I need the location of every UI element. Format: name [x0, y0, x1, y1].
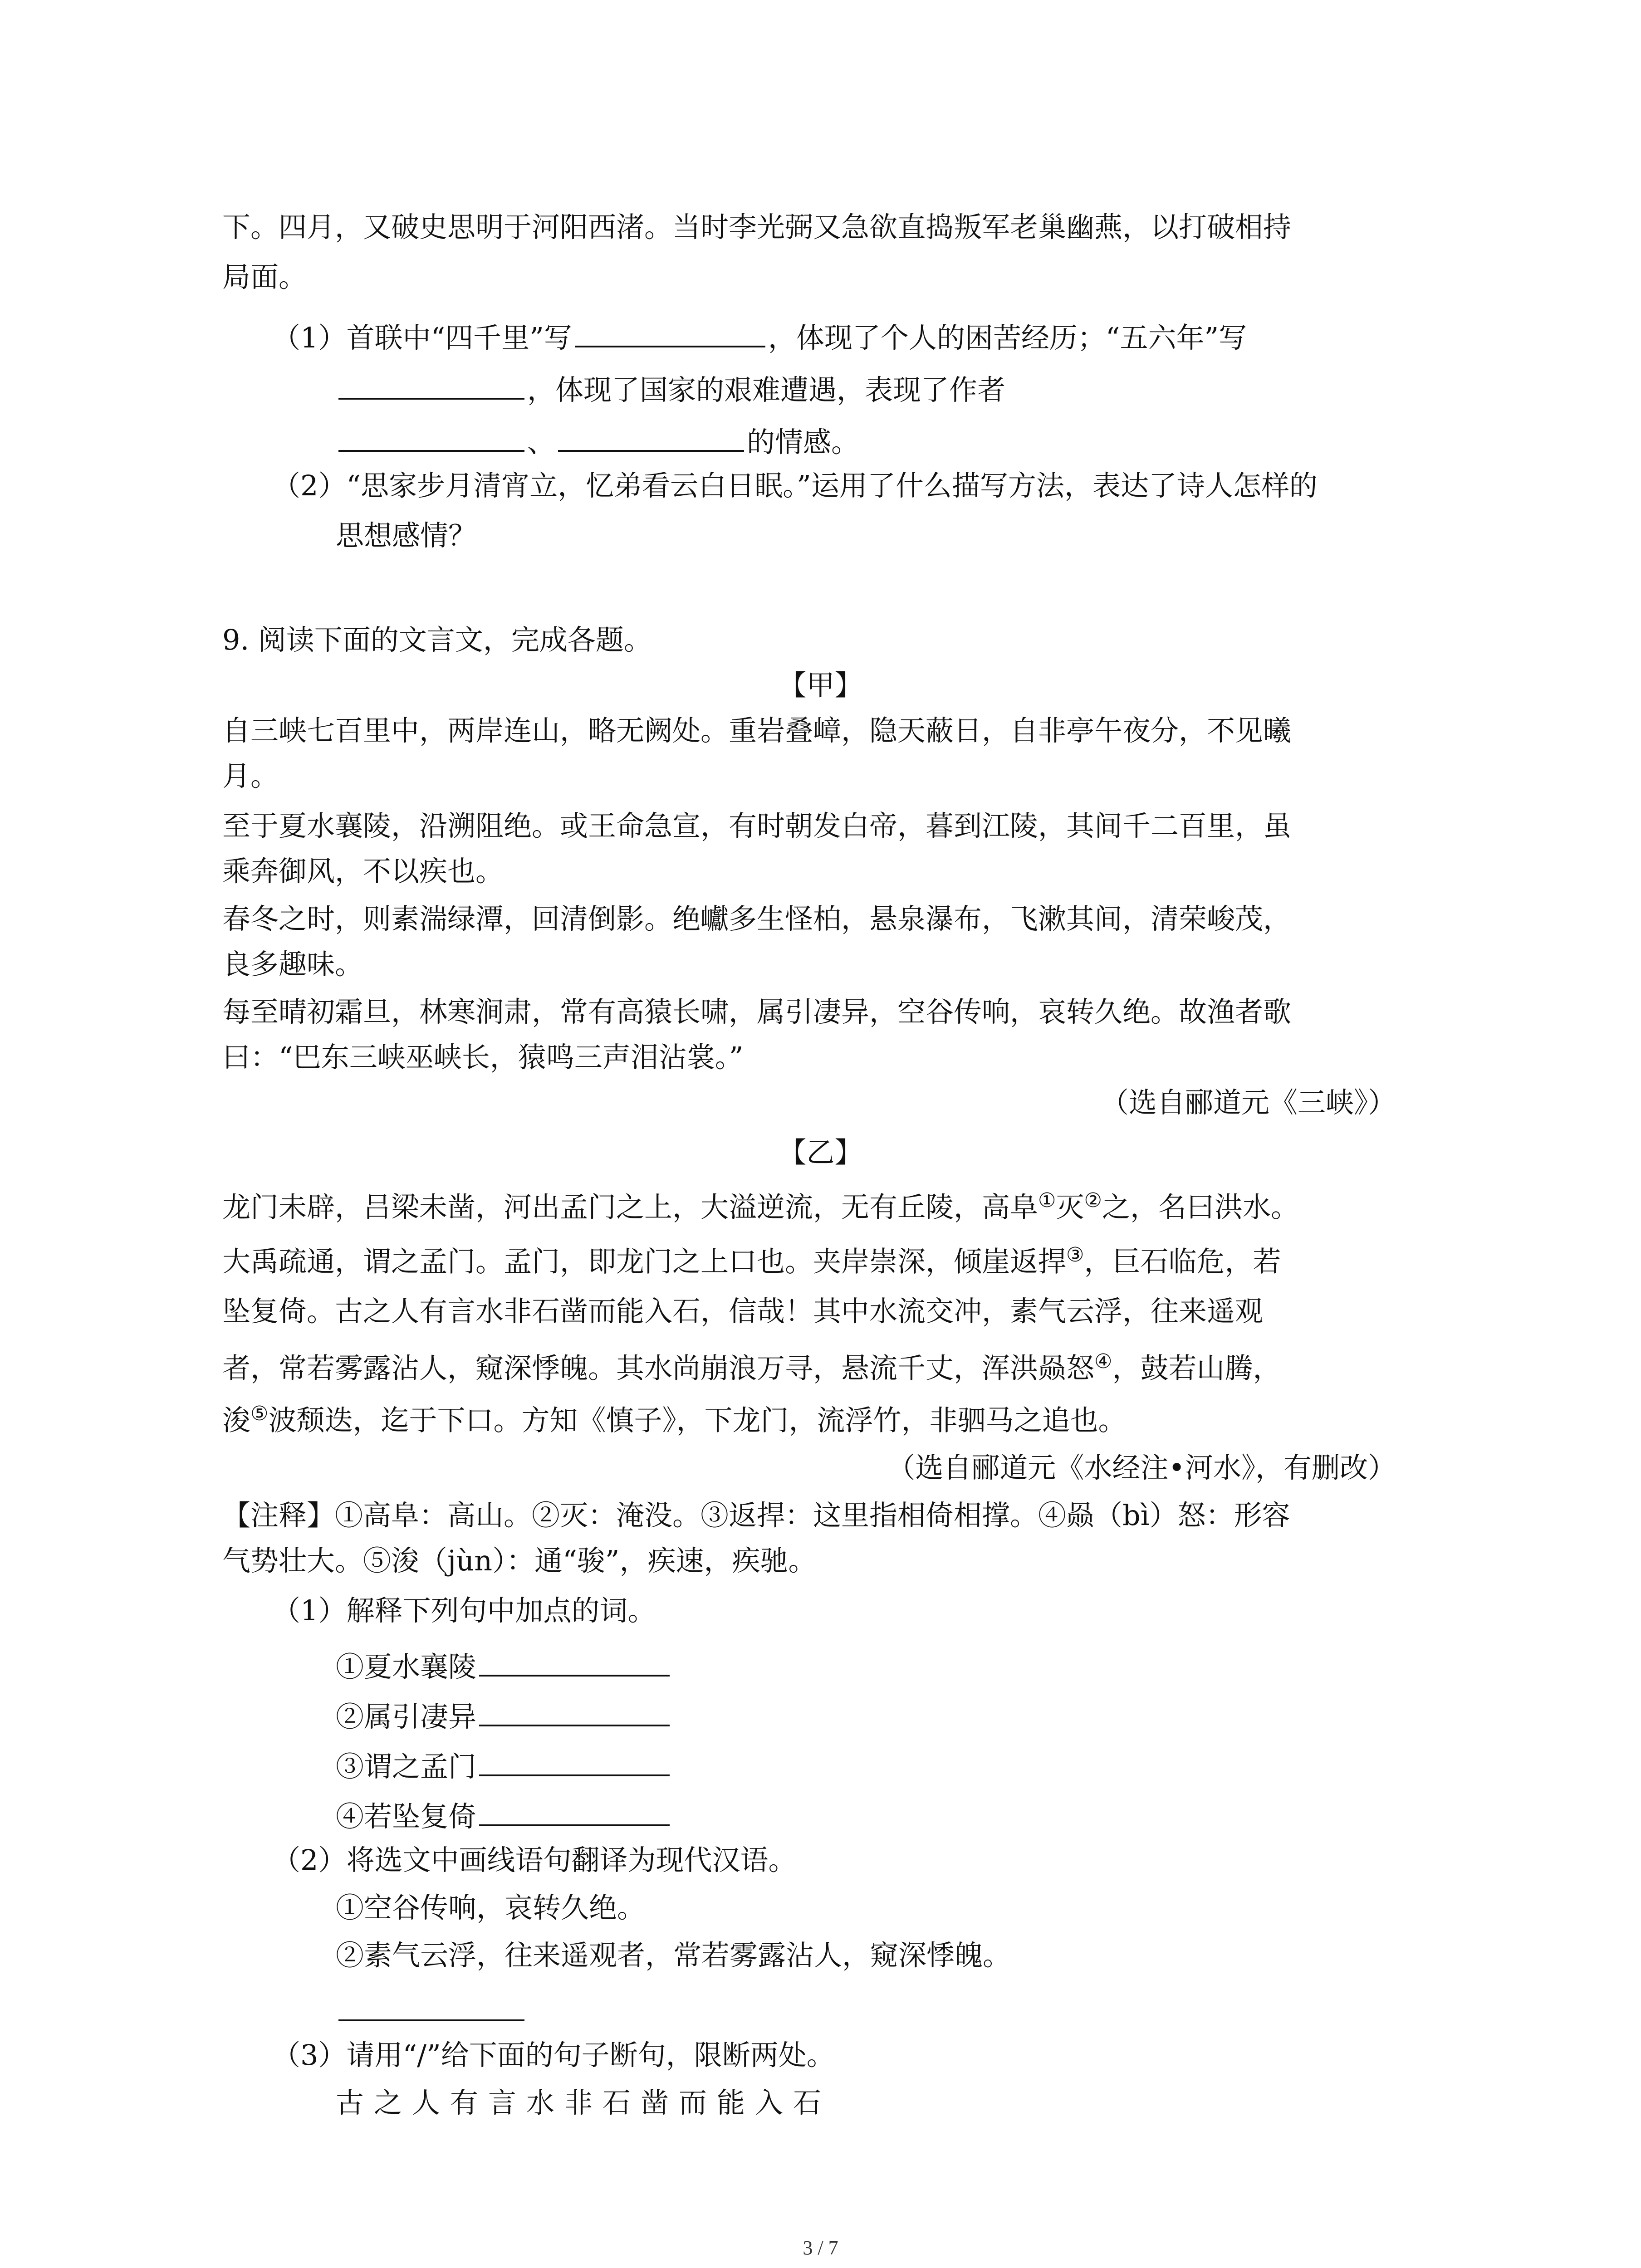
answer-blank[interactable] [338, 422, 524, 452]
question-1-line-1 [272, 318, 1247, 352]
answer-blank[interactable] [558, 422, 744, 452]
subquestion-1-title: （1）解释下列句中加点的词。 [272, 1594, 656, 1627]
question-9-intro: 9. 阅读下面的文言文，完成各题。 [222, 623, 652, 656]
item-text: ④若坠复倚 [336, 1800, 477, 1833]
answer-blank[interactable] [479, 1746, 670, 1776]
source-citation: （选自郦道元《水经注•河水》，有删改） [887, 1451, 1396, 1484]
note-marker: ⑤ [250, 1402, 269, 1425]
subquestion-2-item: ②素气云浮，往来遥观者，常若雾露沾人，窥深悸魄。 [336, 1939, 1011, 1972]
passage-text: 之，名曰洪水。 [1102, 1190, 1299, 1224]
subquestion-1-item [336, 1796, 672, 1831]
passage-line: 乘奔御风，不以疾也。 [222, 855, 504, 888]
item-text: ①夏水襄陵 [336, 1650, 477, 1683]
passage-text: 波颓迭，迄于下口。方知《慎子》，下龙门，流浮竹，非驷马之追也。 [268, 1403, 1127, 1437]
source-citation: （选自郦道元《三峡》） [1100, 1086, 1396, 1119]
q1-text-a: （1）首联中“四千里”写 [272, 321, 572, 354]
q1-separator: 、 [527, 425, 556, 459]
question-1-line-3 [336, 422, 860, 459]
q1-text-d: 的情感。 [747, 425, 860, 459]
note-marker: ② [1084, 1189, 1102, 1212]
passage-text: ，鼓若山腾， [1112, 1351, 1281, 1385]
passage-text: 大禹疏通，谓之孟门。孟门，即龙门之上口也。夹岸崇深，倾崖返捍 [222, 1245, 1067, 1278]
passage-line: 自三峡七百里中，两岸连山，略无阙处。重岩叠嶂，隐天蔽日，自非亭午夜分，不见曦 [222, 714, 1292, 747]
passage-text: 龙门未辟，吕梁未凿，河出孟门之上，大溢逆流，无有丘陵，高阜 [222, 1190, 1038, 1224]
answer-blank[interactable] [575, 318, 765, 347]
answer-blank[interactable] [338, 370, 524, 400]
notes-line: 【注释】①高阜：高山。②灭：淹没。③返捍：这里指相倚相撑。④赑（bì）怒：形容 [222, 1499, 1290, 1532]
passage-line: 坠复倚。古之人有言水非石凿而能入石，信哉！其中水流交冲，素气云浮，往来遥观 [222, 1295, 1264, 1328]
question-2-line-2: 思想感情？ [336, 519, 477, 552]
passage-line: 每至晴初霜旦，林寒涧肃，常有高猿长啸，属引凄异，空谷传响，哀转久绝。故渔者歌 [222, 995, 1292, 1028]
text-line: 下。四月，又破史思明于河阳西渚。当时李光弼又急欲直捣叛军老巢幽燕，以打破相持 [222, 210, 1292, 244]
subquestion-1-item [336, 1746, 672, 1781]
passage-line [222, 1245, 1281, 1276]
question-1-line-2 [336, 370, 1005, 404]
note-marker: ④ [1094, 1350, 1112, 1373]
item-text: ③谓之孟门 [336, 1750, 477, 1783]
note-marker: ③ [1066, 1243, 1084, 1266]
passage-line [222, 1404, 1126, 1435]
subquestion-2-item: ①空谷传响，哀转久绝。 [336, 1891, 646, 1924]
q1-text-b: ，体现了个人的困苦经历；“五六年”写 [768, 321, 1247, 354]
passage-line: 曰：“巴东三峡巫峡长，猿鸣三声泪沾裳。” [222, 1041, 744, 1074]
passage-line: 良多趣味。 [222, 948, 363, 981]
subquestion-2-title: （2）将选文中画线语句翻译为现代汉语。 [272, 1843, 797, 1877]
subquestion-3-title: （3）请用“/”给下面的句子断句，限断两处。 [272, 2038, 835, 2072]
section-title-jia: 【甲】 [778, 669, 863, 702]
passage-line [222, 1352, 1281, 1383]
answer-blank[interactable] [479, 1796, 670, 1826]
passage-line [222, 1191, 1299, 1222]
text-line: 局面。 [222, 260, 307, 293]
passage-line: 春冬之时，则素湍绿潭，回清倒影。绝巘多生怪柏，悬泉瀑布，飞漱其间，清荣峻茂， [222, 902, 1292, 935]
answer-blank[interactable] [479, 1647, 670, 1677]
item-text: ②属引凄异 [336, 1700, 477, 1733]
answer-blank[interactable] [338, 1991, 524, 2021]
passage-line: 月。 [222, 759, 279, 792]
passage-line: 至于夏水襄陵，沿溯阻绝。或王命急宣，有时朝发白帝，暮到江陵，其间千二百里，虽 [222, 809, 1292, 842]
passage-text: 灭 [1056, 1190, 1084, 1224]
note-marker: ① [1038, 1189, 1056, 1212]
passage-text: ，巨石临危，若 [1084, 1245, 1281, 1278]
answer-line[interactable] [336, 1991, 527, 2026]
subquestion-1-item [336, 1647, 672, 1681]
question-2-line-1: （2）“思家步月清宵立，忆弟看云白日眠。”运用了什么描写方法，表达了诗人怎样的 [272, 469, 1318, 502]
notes-line: 气势壮大。⑤浚（jùn）：通“骏”，疾速，疾驰。 [222, 1544, 817, 1577]
sentence-to-punctuate: 古之人有言水非石凿而能入石 [336, 2086, 832, 2119]
q1-text-c: ，体现了国家的艰难遭遇，表现了作者 [527, 373, 1006, 406]
passage-text: 浚 [222, 1403, 251, 1437]
passage-text: 者，常若雾露沾人，窥深悸魄。其水尚崩浪万寻，悬流千丈，浑洪赑怒 [222, 1351, 1095, 1385]
subquestion-1-item [336, 1696, 672, 1731]
page-number: 3 / 7 [803, 2237, 838, 2259]
section-title-yi: 【乙】 [778, 1136, 863, 1169]
answer-blank[interactable] [479, 1696, 670, 1726]
